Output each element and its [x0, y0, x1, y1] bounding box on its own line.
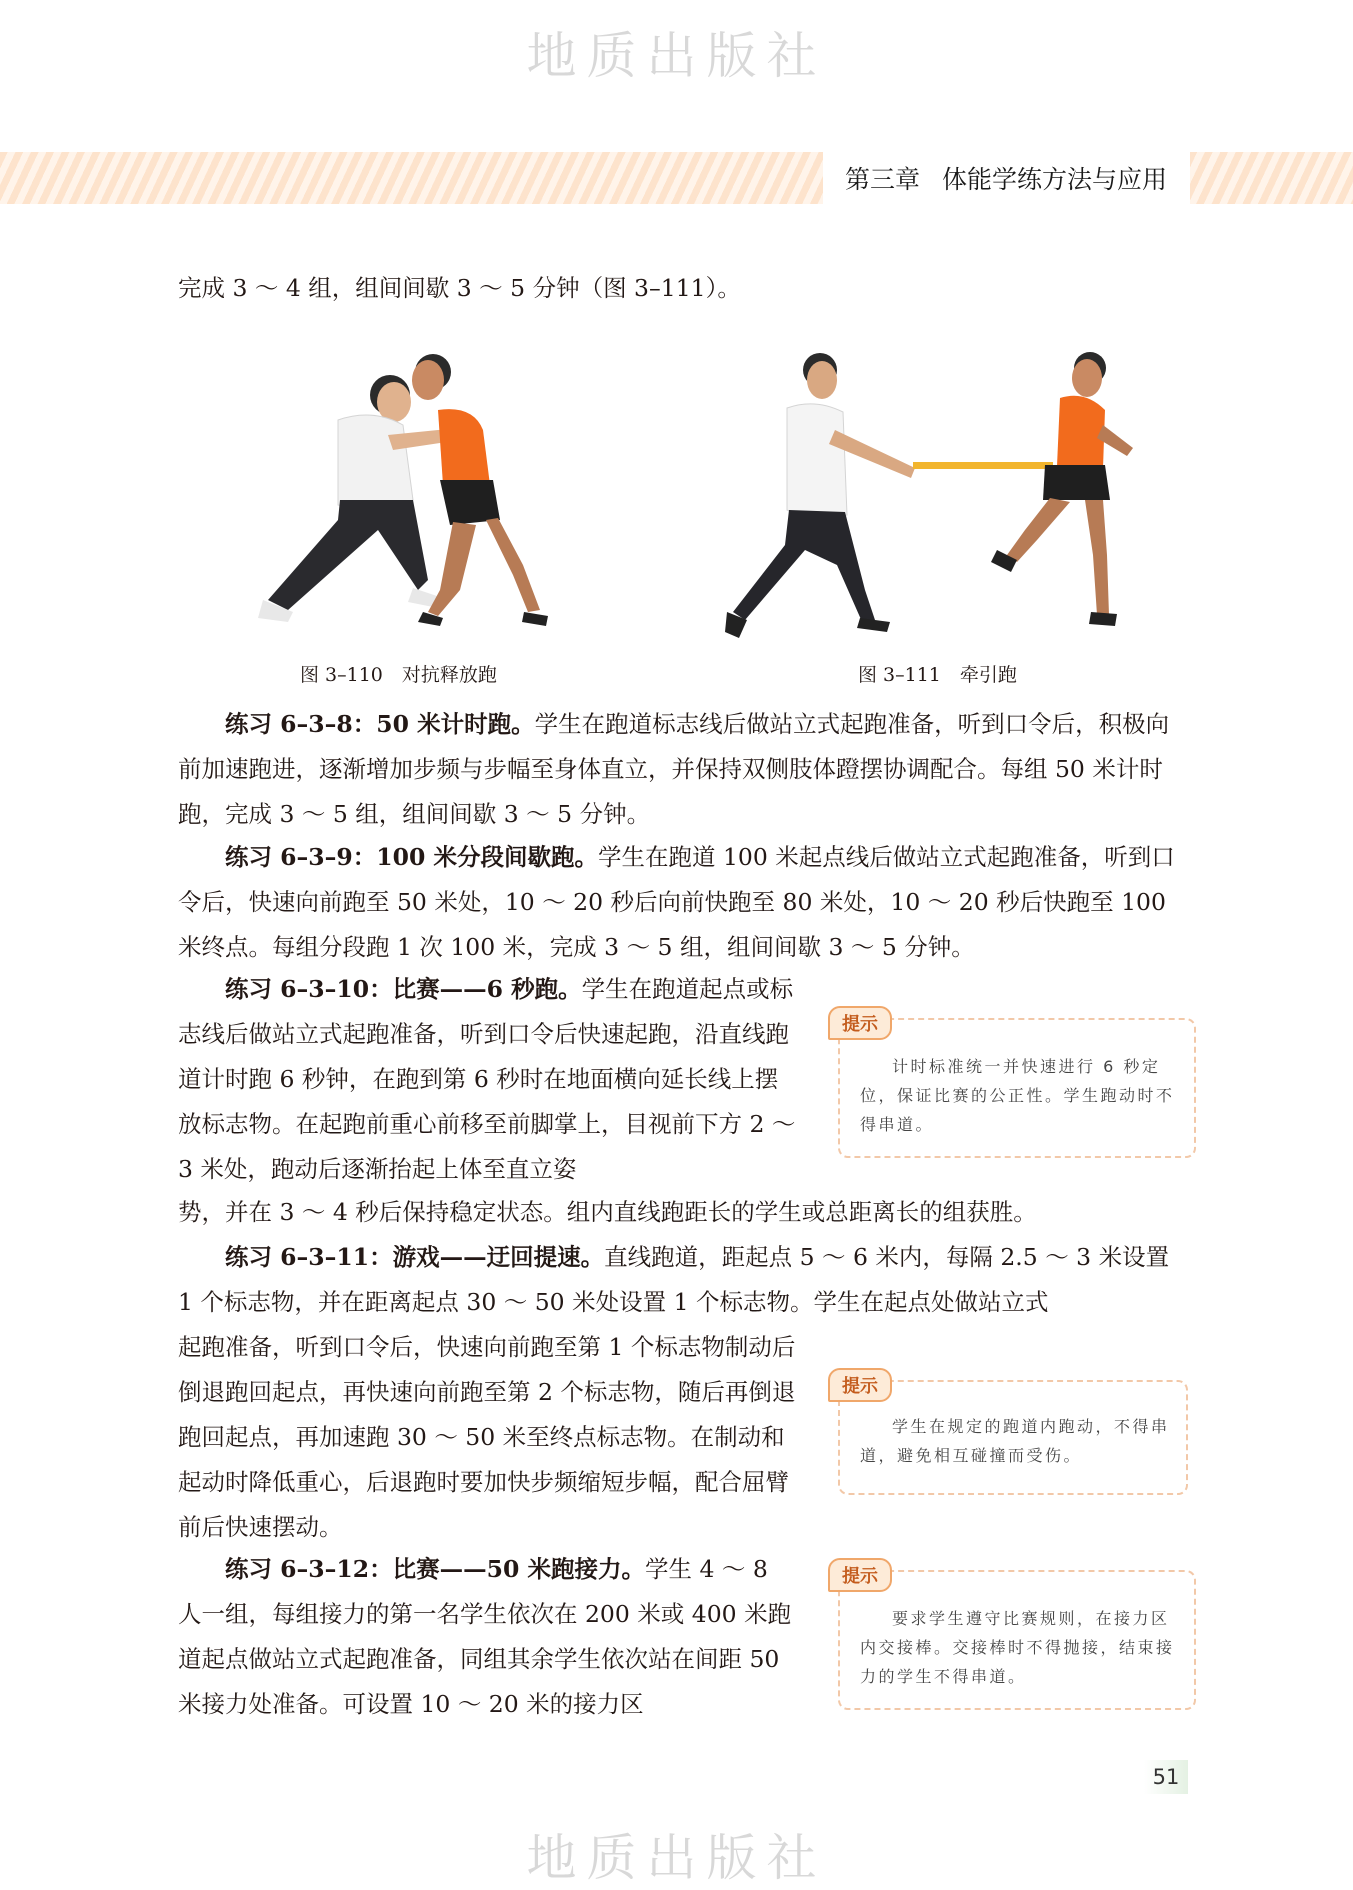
tip-label: 提示	[828, 1006, 892, 1040]
coach-figure	[725, 353, 915, 638]
tip-text: 要求学生遵守比赛规则，在接力区内交接棒。交接棒时不得抛接，结束接力的学生不得串道。	[860, 1609, 1175, 1686]
tip-text: 计时标准统一并快速进行 6 秒定位，保证比赛的公正性。学生跑动时不得串道。	[860, 1057, 1175, 1134]
tip-box-1	[838, 1014, 1196, 1158]
tip-box-3	[838, 1566, 1196, 1710]
exercise-label: 练习 6–3–10：比赛——6 秒跑。	[225, 975, 582, 1003]
tow-strap	[913, 462, 1053, 469]
chapter-number: 第三章	[845, 165, 921, 194]
page-number: 51	[1144, 1760, 1188, 1794]
chapter-header	[823, 152, 1190, 204]
exercise-6-3-11	[178, 1235, 1188, 1325]
publisher-watermark-top: 地质出版社	[526, 27, 827, 85]
exercise-text: 学生在跑道标志线后做站立式起跑准备，听到口令后，积极向前加速跑进，逐渐增加步频与步幅至身体直立，并保持双侧肢体蹬摆协调配合。每组 50 米计时跑，完成 3 ～ 5 组，组间间歇 3 ～ 5 分钟。	[178, 710, 1170, 828]
exercise-label: 练习 6–3–9：100 米分段间歇跑。	[225, 843, 598, 871]
tip-label: 提示	[828, 1368, 892, 1402]
exercise-6-3-11-continued: 起跑准备，听到口令后，快速向前跑至第 1 个标志物制动后倒退跑回起点，再快速向前跑至第 2 个标志物，随后再倒退跑回起点，再加速跑 30 ～ 50 米至终点标志物。在制动和起动时降低重心，后退跑时要加快步频缩短步幅，配合屈臂前后快速摆动。	[178, 1333, 796, 1541]
exercise-text: 学生在跑道起点或标志线后做站立式起跑准备，听到口令后快速起跑，沿直线跑道计时跑 6 秒钟，在跑到第 6 秒时在地面横向延长线上摆放标志物。在起跑前重心前移至前脚掌上，目视前下方 2 ～ 3 米处，跑动后逐渐抬起上体至直立姿	[178, 975, 796, 1183]
runner-figure	[412, 354, 548, 626]
exercise-label: 练习 6–3–8：50 米计时跑。	[225, 710, 535, 738]
figure-3-110-caption: 图 3–110 对抗释放跑	[300, 664, 497, 686]
intro-paragraph: 完成 3 ～ 4 组，组间间歇 3 ～ 5 分钟（图 3–111）。	[178, 274, 741, 302]
exercise-label: 练习 6–3–12：比赛——50 米跑接力。	[225, 1555, 645, 1583]
coach-figure	[258, 375, 460, 622]
exercise-text: 直线跑道，距起点 5 ～ 6 米内，每隔 2.5 ～ 3 米设置 1 个标志物，并在距离起点 30 ～ 50 米处设置 1 个标志物。学生在起点处做站立式	[178, 1243, 1170, 1316]
tip-label: 提示	[828, 1558, 892, 1592]
exercise-6-3-12	[178, 1547, 798, 1727]
figure-3-111-caption: 图 3–111 牵引跑	[858, 664, 1017, 686]
exercise-6-3-9	[178, 835, 1188, 970]
runner-figure	[991, 352, 1133, 626]
publisher-watermark-bottom: 地质出版社	[526, 1829, 827, 1887]
tip-box-2	[838, 1376, 1188, 1495]
exercise-text: 学生 4 ～ 8 人一组，每组接力的第一名学生依次在 200 米或 400 米跑道起点做站立式起跑准备，同组其余学生依次站在间距 50 米接力处准备。可设置 10 ～ 20 米的接力区	[178, 1555, 792, 1718]
figure-3-110-illustration	[228, 350, 608, 650]
exercise-text: 学生在跑道 100 米起点线后做站立式起跑准备，听到口令后，快速向前跑至 50 米处，10 ～ 20 秒后向前快跑至 80 米处，10 ～ 20 秒后快跑至 100 米终点。每组分段跑 1 次 100 米，完成 3 ～ 5 组，组间间歇 3 ～ 5 分钟。	[178, 843, 1175, 961]
exercise-6-3-10	[178, 967, 798, 1192]
exercise-6-3-10-continued: 势，并在 3 ～ 4 秒后保持稳定状态。组内直线跑距长的学生或总距离长的组获胜。	[178, 1198, 1037, 1226]
chapter-title: 体能学练方法与应用	[942, 165, 1168, 194]
exercise-6-3-8	[178, 702, 1188, 837]
figure-3-111-illustration	[725, 350, 1155, 650]
exercise-label: 练习 6–3–11：游戏——迂回提速。	[225, 1243, 605, 1271]
tip-text: 学生在规定的跑道内跑动，不得串道，避免相互碰撞而受伤。	[860, 1417, 1170, 1465]
